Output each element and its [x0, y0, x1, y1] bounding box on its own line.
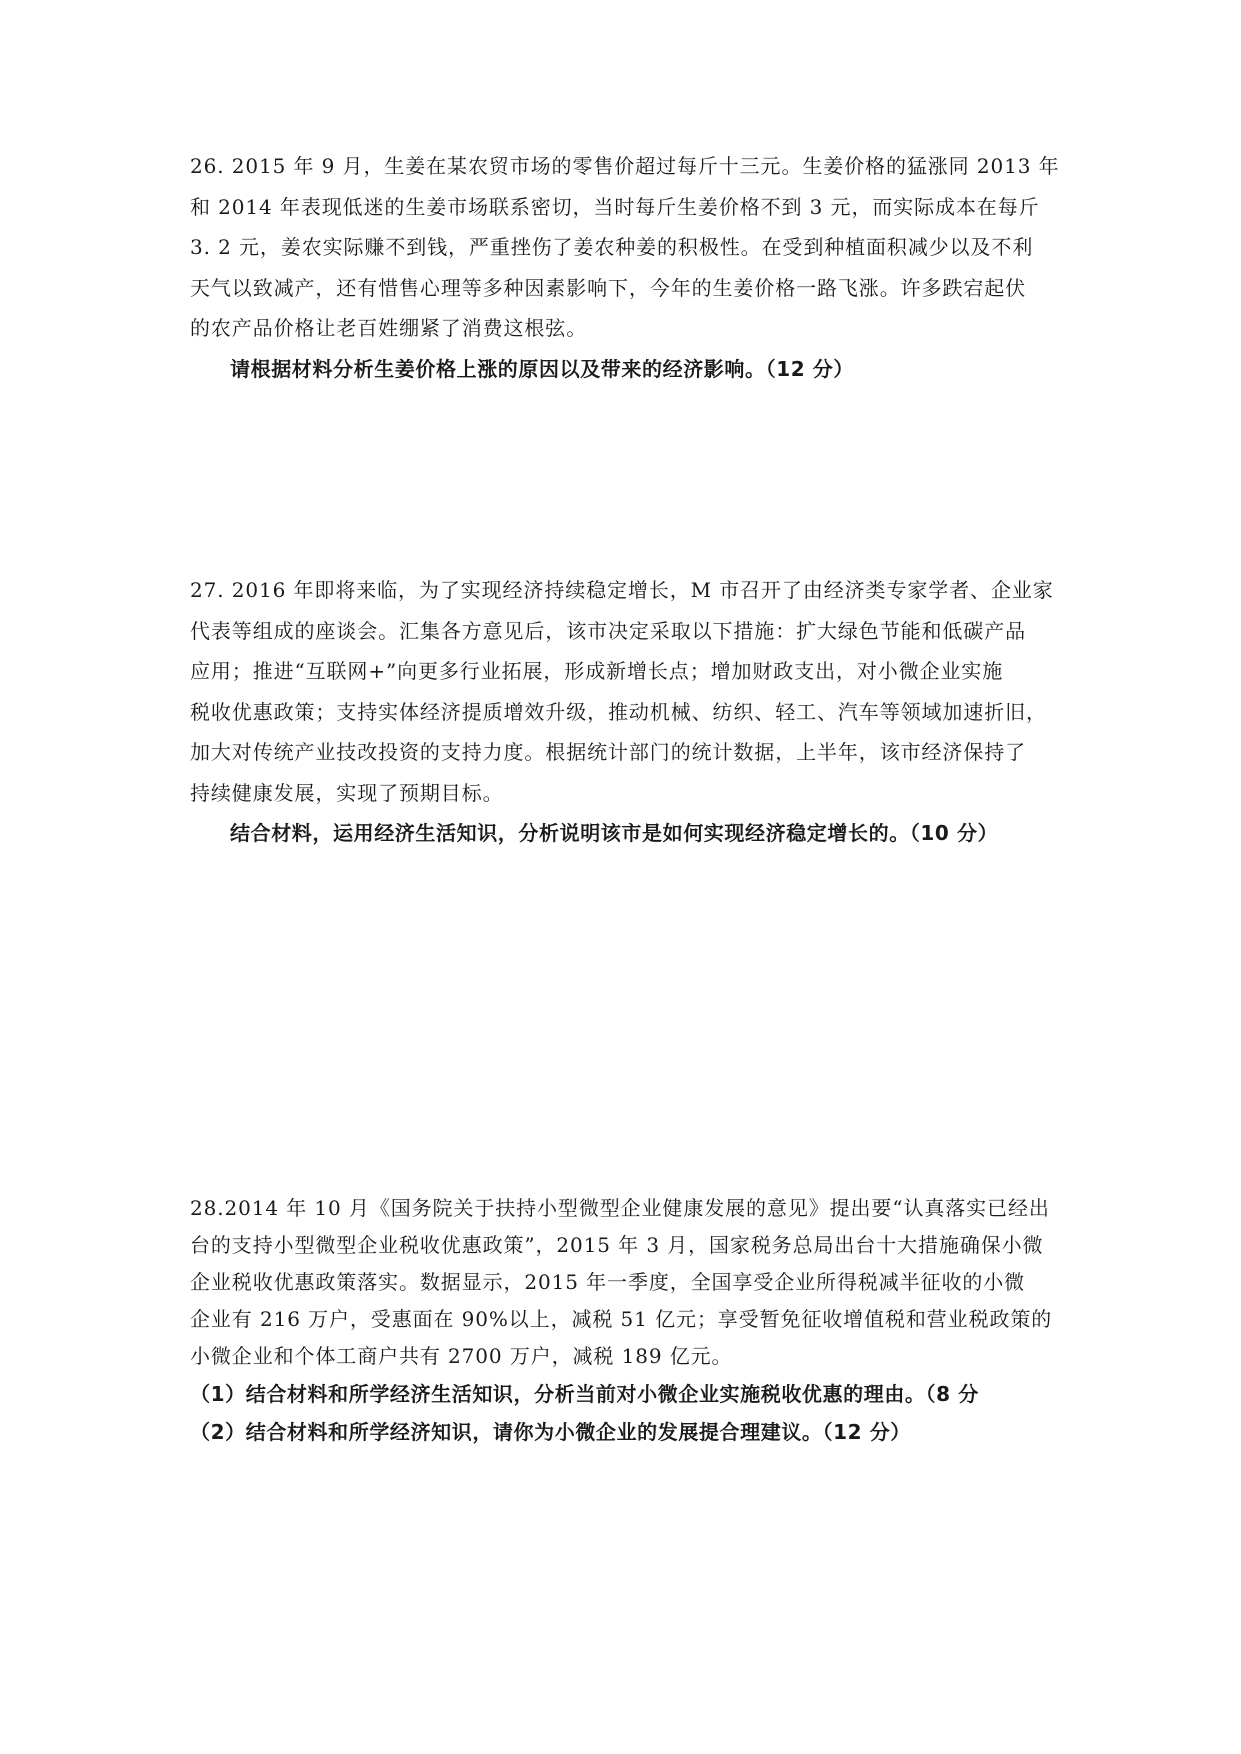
- text-line: 应用；推进“互联网+”向更多行业拓展，形成新增长点；增加财政支出，对小微企业实施: [190, 659, 1004, 683]
- text-line: 持续健康发展，实现了预期目标。: [190, 780, 504, 805]
- text-line: 的农产品价格让老百姓绷紧了消费这根弦。: [190, 316, 588, 340]
- question-27: [190, 570, 1052, 853]
- text-line: 企业有 216 万户，受惠面在 90%以上，减税 51 亿元；享受暂免征收增值税和营业税政策的: [190, 1307, 1053, 1331]
- question-26-material: [190, 146, 1060, 349]
- text-line: 代表等组成的座谈会。汇集各方意见后，该市决定采取以下措施：扩大绿色节能和低碳产品: [190, 618, 1026, 643]
- question-28-subquestion-1: （1）结合材料和所学经济生活知识，分析当前对小微企业实施税收优惠的理由。（8 分: [190, 1382, 979, 1406]
- question-27-prompt: 结合材料，运用经济生活知识，分析说明该市是如何实现经济稳定增长的。（10 分）: [230, 821, 999, 845]
- question-26-prompt: 请根据材料分析生姜价格上涨的原因以及带来的经济影响。（12 分）: [230, 356, 854, 381]
- text-line: 28.2014 年 10 月《国务院关于扶持小型微型企业健康发展的意见》提出要“认真落实已经出: [190, 1196, 1050, 1220]
- text-line: 税收优惠政策；支持实体经济提质增效升级，推动机械、纺织、轻工、汽车等领域加速折旧，: [190, 699, 1047, 724]
- text-line: 企业税收优惠政策落实。数据显示，2015 年一季度，全国享受企业所得税减半征收的小微: [190, 1270, 1026, 1294]
- question-26: [190, 146, 1060, 389]
- question-27-material: [190, 570, 1052, 813]
- text-line: 加大对传统产业技改投资的支持力度。根据统计部门的统计数据，上半年，该市经济保持了: [190, 740, 1026, 764]
- text-line: 天气以致减产，还有惜售心理等多种因素影响下，今年的生姜价格一路飞涨。许多跌宕起伏: [190, 275, 1026, 300]
- question-28-subquestion-2: （2）结合材料和所学经济知识，请你为小微企业的发展提合理建议。（12 分）: [190, 1420, 911, 1444]
- text-line: 台的支持小型微型企业税收优惠政策”，2015 年 3 月，国家税务总局出台十大措施确保小微: [190, 1233, 1044, 1257]
- text-line: 26. 2015 年 9 月，生姜在某农贸市场的零售价超过每斤十三元。生姜价格的猛涨同 2013 年: [190, 154, 1060, 178]
- text-line: 3. 2 元，姜农实际赚不到钱，严重挫伤了姜农种姜的积极性。在受到种植面积减少以及不利: [190, 235, 1034, 259]
- question-28-material: [190, 1190, 1052, 1375]
- text-line: 小微企业和个体工商户共有 2700 万户，减税 189 亿元。: [190, 1344, 733, 1368]
- question-28: [190, 1190, 1052, 1451]
- text-line: 和 2014 年表现低迷的生姜市场联系密切，当时每斤生姜价格不到 3 元，而实际成本在每斤: [190, 194, 1040, 219]
- text-line: 27. 2016 年即将来临，为了实现经济持续稳定增长，M 市召开了由经济类专家学者、企业家: [190, 578, 1054, 602]
